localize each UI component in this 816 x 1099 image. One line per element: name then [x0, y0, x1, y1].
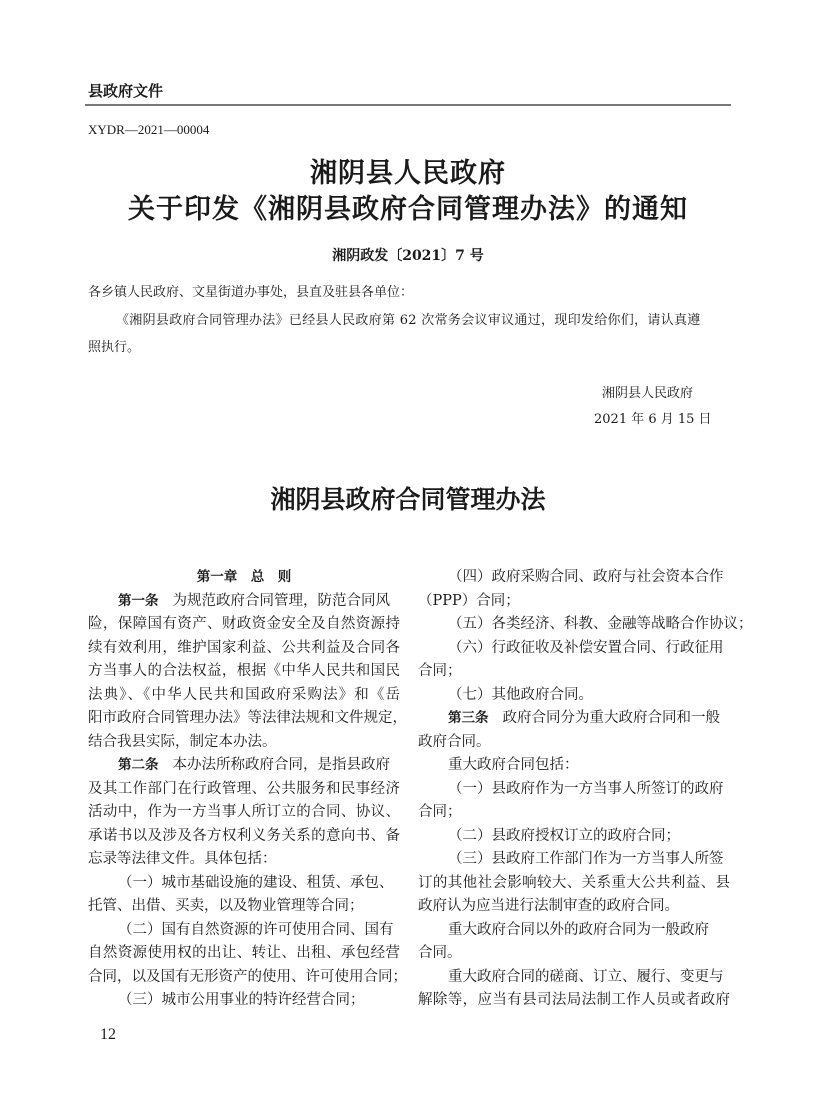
article-label: 第二条 [118, 757, 159, 773]
text-line [88, 637, 400, 661]
line-text: 托管、出借、买卖，以及物业管理等合同； [88, 898, 364, 914]
line-text: （四）政府采购合同、政府与社会资本合作 [448, 569, 724, 585]
running-header: 县政府文件 [88, 82, 164, 100]
line-text: 合同； [418, 663, 462, 679]
issuer-signature: 湘阴县人民政府 [602, 386, 694, 401]
line-text: 政府合同分为重大政府合同和一般 [502, 710, 720, 726]
text-line [418, 660, 730, 684]
header-rule [85, 104, 731, 106]
text-line [418, 590, 730, 614]
line-text: 承诺书以及涉及各方权利义务关系的意向书、备 [88, 827, 400, 844]
left-column [88, 566, 407, 1013]
line-text: 重大政府合同包括： [448, 757, 579, 773]
text-line [88, 848, 400, 872]
text-line [88, 778, 400, 802]
notice-body-line-1: 《湘阴县政府合同管理办法》已经县人民政府第 62 次常务会议审议通过，现印发给你们，请认真遵 [116, 313, 701, 328]
line-text: 险，保障国有资产、财政资金安全及自然资源持 [88, 616, 400, 632]
text-line [418, 731, 730, 755]
text-line [418, 989, 730, 1013]
text-line [418, 872, 730, 896]
text-line [418, 895, 730, 919]
line-text: （PPP）合同； [418, 592, 520, 609]
text-line [418, 825, 730, 849]
notice-body-line-2: 照执行。 [88, 340, 141, 355]
text-line [418, 801, 730, 825]
line-text: （一）城市基础设施的建设、租赁、承包、 [118, 874, 394, 891]
issue-date: 2021 年 6 月 15 日 [594, 412, 712, 427]
chapter-heading [88, 566, 400, 590]
line-text: （一）县政府作为一方当事人所签订的政府 [448, 780, 724, 797]
line-text: 法典》、《中华人民共和国政府采购法》和《岳 [88, 686, 400, 703]
line-text: 为规范政府合同管理，防范合同风 [172, 592, 390, 609]
text-line [418, 613, 753, 637]
text-line [418, 848, 730, 872]
text-line [88, 919, 400, 943]
line-text: （五）各类经济、科教、金融等战略合作协议； [448, 616, 753, 632]
document-number: 湘阴政发〔2021〕7 号 [332, 248, 484, 264]
text-line [88, 613, 400, 637]
line-text: 第一章 总 则 [196, 569, 292, 585]
text-line [88, 872, 400, 896]
line-text: 忘录等法律文件。具体包括： [88, 851, 277, 867]
line-text: 重大政府合同的磋商、订立、履行、变更与 [448, 968, 724, 985]
text-line [418, 566, 730, 590]
text-line [418, 778, 730, 802]
text-line [88, 684, 400, 708]
text-line [88, 707, 407, 731]
text-line [418, 684, 730, 708]
text-line [88, 989, 400, 1013]
text-line [88, 966, 407, 990]
addressee: 各乡镇人民政府、文星街道办事处，县直及驻县各单位： [88, 285, 414, 300]
text-line [418, 754, 730, 778]
text-line [88, 660, 400, 684]
notice-title-line-1: 湘阴县人民政府 [310, 158, 506, 189]
text-line [88, 754, 400, 778]
text-line [418, 966, 730, 990]
text-line [88, 942, 400, 966]
line-text: 本办法所称政府合同，是指县政府 [172, 757, 390, 773]
line-text: （七）其他政府合同。 [448, 686, 593, 703]
line-text: （二）县政府授权订立的政府合同； [448, 827, 680, 844]
text-line [88, 590, 400, 614]
line-text: 重大政府合同以外的政府合同为一般政府 [448, 921, 709, 938]
line-text: （三）城市公用事业的特许经营合同； [118, 992, 365, 1008]
line-text: 合同，以及国有无形资产的使用、许可使用合同； [88, 968, 407, 985]
notice-title-line-2: 关于印发《湘阴县政府合同管理办法》的通知 [128, 194, 688, 225]
line-text: （六）行政征收及补偿安置合同、行政征用 [448, 639, 724, 656]
line-text: 解除等，应当有县司法局法制工作人员或者政府 [418, 992, 730, 1008]
right-column [418, 566, 753, 1013]
line-text: （三）县政府工作部门作为一方当事人所签 [448, 851, 724, 867]
article-label: 第一条 [118, 592, 159, 609]
line-text: 阳市政府合同管理办法》等法律法规和文件规定， [88, 710, 407, 726]
document-id: XYDR—2021—00004 [88, 122, 210, 137]
line-text: （二）国有自然资源的许可使用合同、国有 [118, 921, 394, 938]
line-text: 及其工作部门在行政管理、公共服务和民事经济 [88, 780, 400, 797]
text-line [88, 895, 400, 919]
text-line [88, 825, 400, 849]
line-text: 政府认为应当进行法制审查的政府合同。 [418, 898, 679, 914]
line-text: 订的其他社会影响较大、关系重大公共利益、县 [418, 874, 730, 891]
line-text: 合同。 [418, 945, 462, 961]
line-text: 自然资源使用权的出让、转让、出租、承包经营 [88, 945, 400, 961]
regulation-title: 湘阴县政府合同管理办法 [270, 485, 546, 514]
text-line [418, 919, 730, 943]
line-text: 结合我县实际，制定本办法。 [88, 733, 277, 750]
text-line [418, 942, 730, 966]
line-text: 政府合同。 [418, 733, 491, 750]
line-text: 活动中，作为一方当事人所订立的合同、协议、 [88, 804, 400, 820]
text-line [418, 637, 730, 661]
line-text: 续有效利用，维护国家利益、公共利益及合同各 [88, 639, 400, 656]
article-label: 第三条 [448, 710, 489, 726]
line-text: 方当事人的合法权益，根据《中华人民共和国民 [88, 663, 400, 679]
page-number: 12 [100, 1026, 116, 1043]
line-text: 合同； [418, 804, 462, 820]
text-line [418, 707, 730, 731]
text-line [88, 801, 400, 825]
text-line [88, 731, 400, 755]
